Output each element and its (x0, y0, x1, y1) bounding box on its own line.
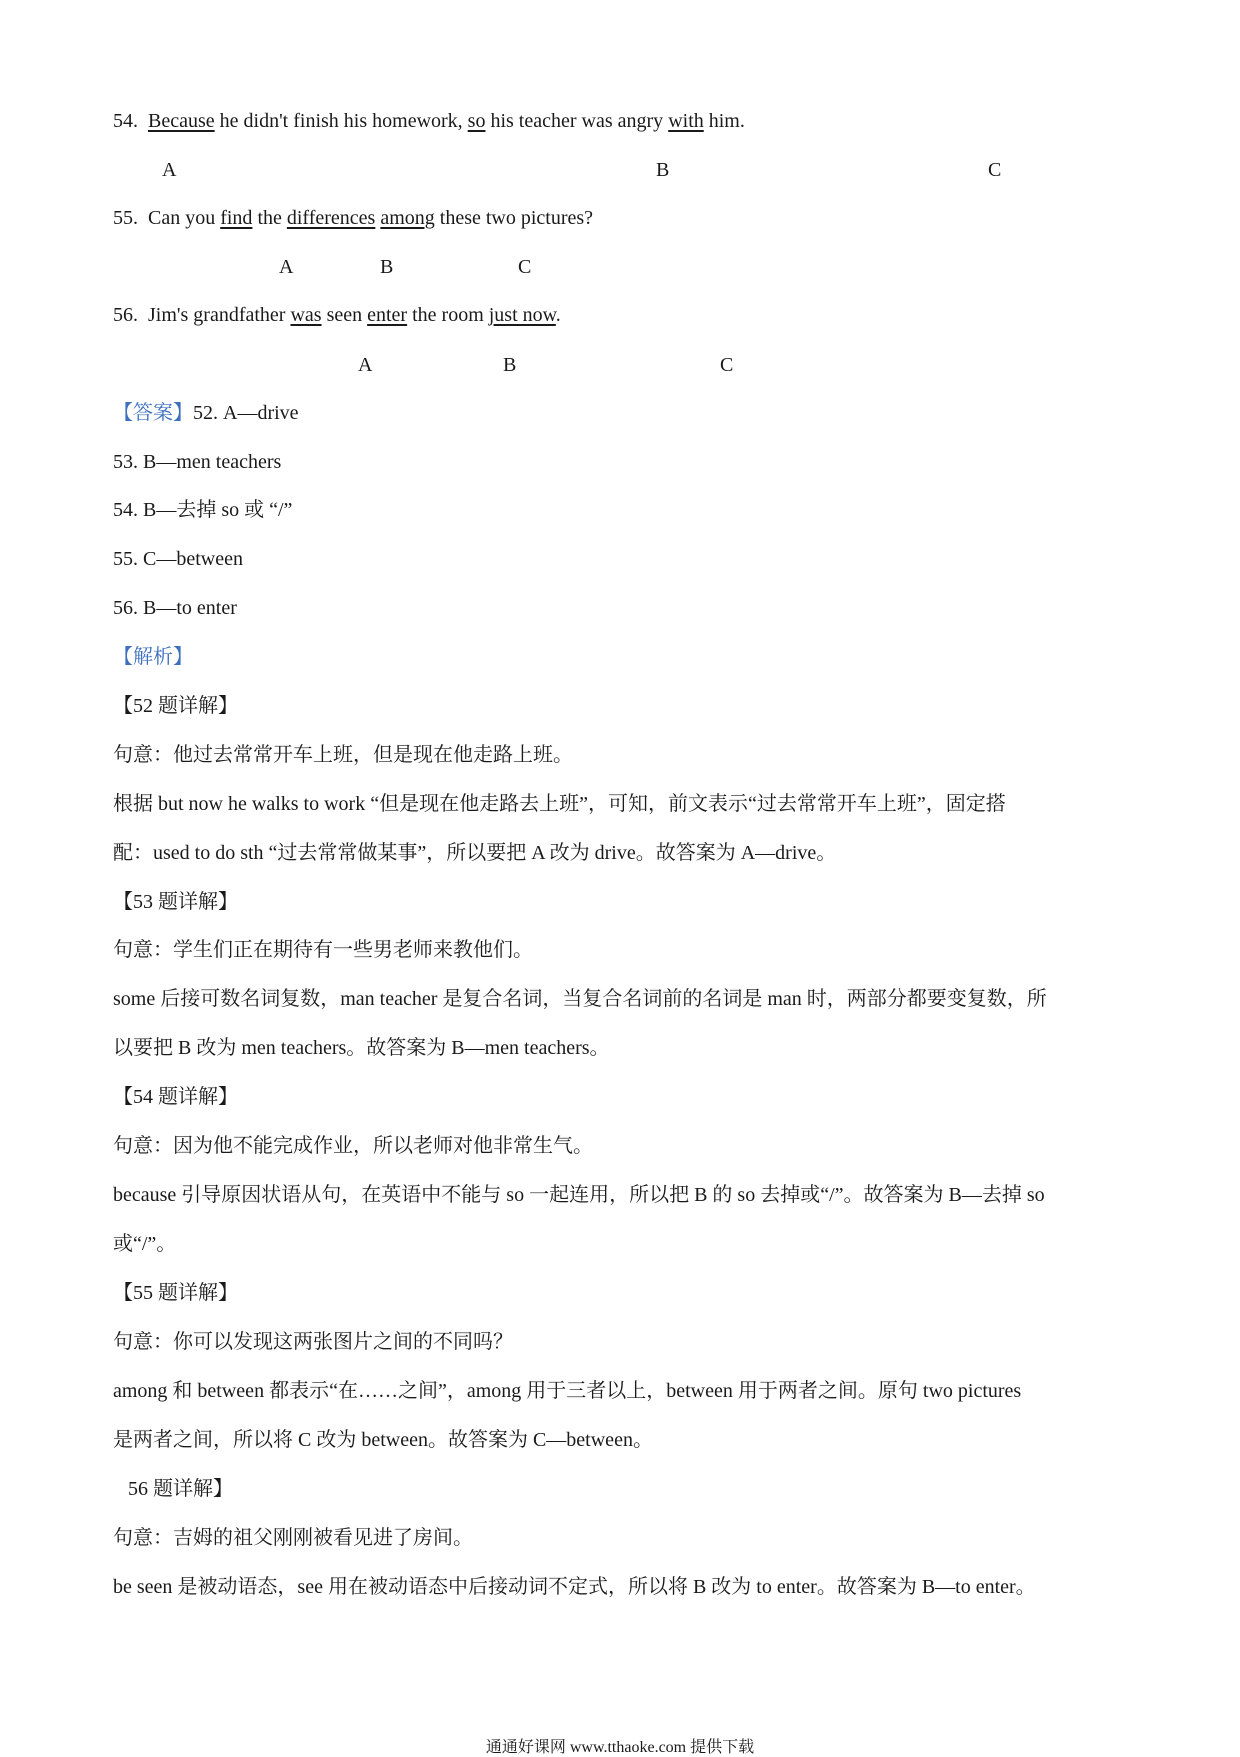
underlined-option-a: find (220, 207, 253, 229)
sentence-text: his teacher was angry (485, 110, 669, 132)
question-56 (113, 305, 561, 325)
underlined-option-c: just now (488, 304, 556, 326)
section-heading-56: 56 题详解】 (128, 1478, 233, 1500)
sentence-text: he didn't finish his homework, (214, 110, 468, 132)
sentence-text: seen (321, 304, 368, 326)
sentence-text: these two pictures? (434, 207, 594, 229)
underlined-option-a: was (290, 304, 322, 326)
answer-text: 52. A—drive (193, 402, 299, 424)
answer-line-56: 56. B—to enter (113, 597, 237, 619)
option-label-c: C (518, 256, 532, 278)
section-line: 配：used to do sth “过去常常做某事”，所以要把 A 改为 drive。故答案为 A—drive。 (113, 842, 837, 864)
underlined-option-b: differences (286, 207, 376, 229)
answer-line-55: 55. C—between (113, 548, 243, 570)
option-label-c: C (988, 159, 1002, 181)
section-line: some 后接可数名词复数，man teacher 是复合名词，当复合名词前的名词是 man 时，两部分都要变复数，所 (113, 988, 1047, 1010)
section-line: 句意：因为他不能完成作业，所以老师对他非常生气。 (113, 1135, 593, 1157)
section-line: 以要把 B 改为 men teachers。故答案为 B—men teachers。 (113, 1037, 610, 1059)
sentence-text: Can you (148, 207, 221, 229)
option-label-c: C (720, 354, 734, 376)
question-number: 56. (113, 304, 138, 326)
underlined-option-b: so (467, 110, 486, 132)
question-55 (113, 208, 593, 228)
question-number: 54. (113, 110, 138, 132)
option-label-b: B (656, 159, 670, 181)
section-line: 是两者之间，所以将 C 改为 between。故答案为 C—between。 (113, 1429, 653, 1451)
section-line: 或“/”。 (113, 1233, 177, 1255)
page-footer: 通通好课网 www.tthaoke.com 提供下载 (485, 1739, 755, 1756)
analysis-label: 【解析】 (113, 646, 193, 668)
section-line: 根据 but now he walks to work “但是现在他走路去上班”，可知，前文表示“过去常常开车上班”，固定搭 (113, 793, 1006, 815)
option-label-a: A (358, 354, 373, 376)
question-number: 55. (113, 207, 138, 229)
answer-label: 【答案】 (113, 402, 193, 424)
answer-line-52 (113, 403, 299, 423)
option-label-b: B (380, 256, 394, 278)
underlined-option-b: enter (367, 304, 408, 326)
sentence-text: . (555, 304, 561, 326)
section-heading-54: 【54 题详解】 (113, 1086, 238, 1108)
sentence-text: him. (703, 110, 745, 132)
option-label-b: B (503, 354, 517, 376)
underlined-option-c: among (380, 207, 435, 229)
section-heading-55: 【55 题详解】 (113, 1282, 238, 1304)
answer-line-53: 53. B—men teachers (113, 451, 282, 473)
underlined-option-c: with (668, 110, 704, 132)
section-line: 句意：你可以发现这两张图片之间的不同吗？ (113, 1331, 513, 1353)
answer-line-54: 54. B—去掉 so 或 “/” (113, 499, 293, 521)
section-line: among 和 between 都表示“在……之间”，among 用于三者以上，between 用于两者之间。原句 two pictures (113, 1380, 1022, 1402)
section-heading-53: 【53 题详解】 (113, 891, 238, 913)
section-line: 句意：学生们正在期待有一些男老师来教他们。 (113, 939, 533, 961)
section-line: be seen 是被动语态，see 用在被动语态中后接动词不定式，所以将 B 改为 to enter。故答案为 B—to enter。 (113, 1576, 1036, 1598)
option-label-a: A (279, 256, 294, 278)
section-heading-52: 【52 题详解】 (113, 695, 238, 717)
section-line: 句意：他过去常常开车上班，但是现在他走路上班。 (113, 744, 573, 766)
sentence-text: Jim's grandfather (148, 304, 291, 326)
sentence-text: the (252, 207, 287, 229)
underlined-option-a: Because (148, 110, 215, 132)
sentence-text: the room (407, 304, 489, 326)
section-line: 句意：吉姆的祖父刚刚被看见进了房间。 (113, 1527, 473, 1549)
question-54 (113, 111, 745, 131)
option-label-a: A (162, 159, 177, 181)
section-line: because 引导原因状语从句，在英语中不能与 so 一起连用，所以把 B 的 so 去掉或“/”。故答案为 B—去掉 so (113, 1184, 1045, 1206)
